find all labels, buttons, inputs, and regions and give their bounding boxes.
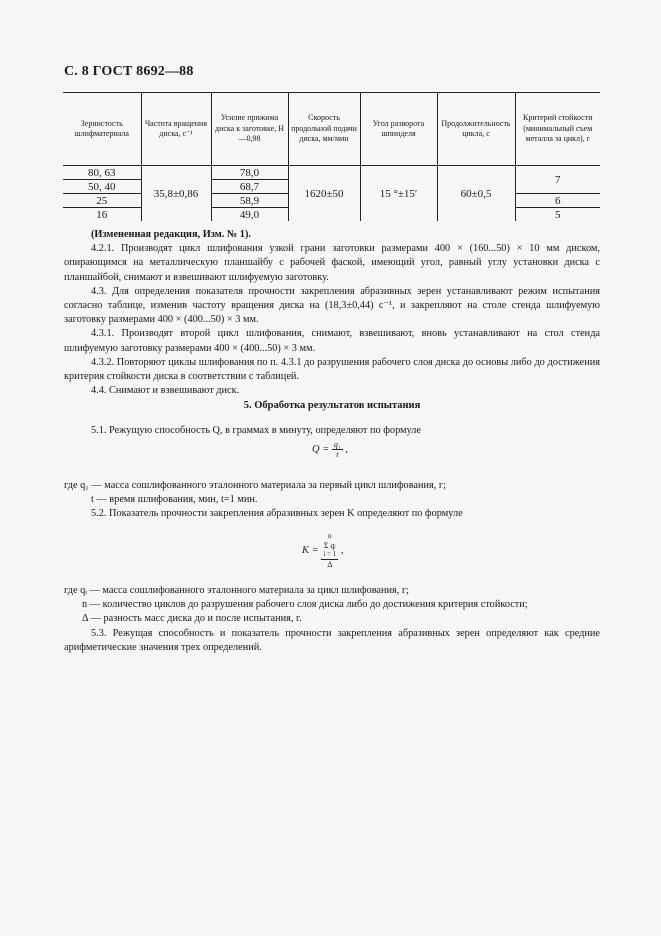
cell-force: 78,0 (211, 166, 288, 180)
formula-k-tail: , (340, 545, 344, 556)
cell-force: 58,9 (211, 194, 288, 208)
where-delta: Δ — разность масс диска до и после испытания, г. (82, 613, 302, 625)
formula-q-tail: , (345, 443, 348, 455)
paragraph-5-2: 5.2. Показатель прочности закрепления абразивных зерен K определяют по формуле (91, 508, 463, 520)
col-header-duration: Продолжительность цикла, с (437, 93, 515, 166)
parameters-table (63, 92, 600, 221)
cell-grit: 25 (63, 194, 141, 208)
cell-force: 49,0 (211, 208, 288, 222)
formula-k-denominator: Δ (327, 560, 333, 569)
formula-k-term: qᵢ (330, 541, 336, 550)
cell-criterion: 7 (515, 166, 600, 194)
paragraph-5-1 (64, 424, 600, 438)
paragraph-4-3-2: 4.3.2. Повторяют циклы шлифования по п. 4.3.1 до разрушения рабочего слоя диска до основы либо до достижения критерия стойкости диска в соответствии с таблицей. (64, 356, 600, 383)
paragraph-4-3: 4.3. Для определения показателя прочности закрепления абразивных зерен устанавливают режим испытания согласно таблице, изменив частоту вращения диска на (18,3±0,44) с⁻¹, и закрепляют на столе стенда шлифуемую заготовку размерами 400 × (400...50) × 3 мм. (64, 285, 600, 326)
where-qi: где qᵢ — масса сошлифованного эталонного материала за цикл шлифования, г; (64, 585, 409, 596)
page-header: С. 8 ГОСТ 8692—88 (64, 64, 194, 79)
edit-note: (Измененная редакция, Изм. № 1). (91, 229, 251, 240)
cell-grit: 80, 63 (63, 166, 141, 180)
formula-q (312, 440, 348, 459)
col-header-force: Усилие прижима диска к заготовке, Н —0,98 (211, 93, 288, 166)
col-header-grit: Зернистость шлифматериала (74, 118, 129, 138)
where-block-1 (64, 479, 600, 522)
formula-k-sum-top: n (328, 532, 332, 540)
cell-grit: 16 (96, 208, 108, 221)
table-row (63, 166, 600, 180)
cell-rotation: 35,8±0,86 (141, 166, 211, 222)
formula-k-numerator (321, 532, 338, 560)
formula-q-numerator: q₁ (333, 440, 341, 449)
where-n: n — количество циклов до разрушения рабочего слоя диска либо до достижения критерия стойкости; (82, 599, 528, 611)
cell-duration: 60±0,5 (437, 166, 515, 222)
paragraph-5-1-text: 5.1. Режущую способность Q, в граммах в минуту, определяют по формуле (91, 425, 421, 436)
formula-k-fraction (321, 532, 338, 569)
formula-q-lhs: Q = (312, 443, 330, 455)
col-header-rotation: Частота вращения диска, с⁻¹ (141, 93, 211, 166)
where-block-2 (64, 584, 600, 655)
paragraph-4-3-1: 4.3.1. Производят второй цикл шлифования, снимают, взвешивают, вновь устанавливают на стол стенда шлифуемую заготовку размерами 400 × (400...50) × 3 мм. (64, 328, 600, 354)
paragraph-4-2-1: 4.2.1. Производят цикл шлифования узкой грани заготовки размерами 400 × (160...50) × 10 мм диском, опирающимся на металлическую планшайбу с рабочей фаской, имеющий угол, равный углу установки диска с планшайбой, снимают и взвешивают шлифуемую заготовку. (64, 243, 600, 283)
col-header-angle: Угол разворота шпинделя (360, 93, 437, 166)
cell-grit: 50, 40 (63, 180, 141, 194)
where-q1: где q₁ — масса сошлифованного эталонного материала за первый цикл шлифования, г; (64, 480, 446, 491)
paragraph-5-3: 5.3. Режущая способность и показатель прочности закрепления абразивных зерен определяют как средние арифметические значения трех определений. (64, 627, 600, 653)
col-header-criterion: Критерий стойкости (минимальный съем металла за цикл), г (515, 93, 600, 166)
col-header-feed: Скорость продольной подачи диска, мм/мин (288, 93, 360, 166)
section-title: 5. Обработка результатов испытания (243, 400, 421, 411)
cell-force: 68,7 (211, 180, 288, 194)
cell-feed: 1620±50 (288, 166, 360, 222)
formula-k-lhs: K = (302, 545, 319, 556)
formula-k-sum: Σ (323, 541, 329, 550)
cell-criterion: 6 (515, 194, 600, 208)
formula-k (302, 532, 344, 569)
cell-criterion: 5 (515, 208, 600, 222)
where-t: t — время шлифования, мин, t=1 мин. (91, 494, 258, 506)
formula-q-denominator: t (336, 450, 339, 459)
formula-q-fraction (332, 440, 343, 459)
paragraph-4-4: 4.4. Снимают и взвешивают диск. (91, 385, 240, 397)
cell-angle: 15 °±15′ (360, 166, 437, 222)
formula-k-sum-bottom: i = 1 (323, 550, 337, 558)
body-part-1 (64, 228, 600, 398)
table-header-row (63, 93, 600, 166)
